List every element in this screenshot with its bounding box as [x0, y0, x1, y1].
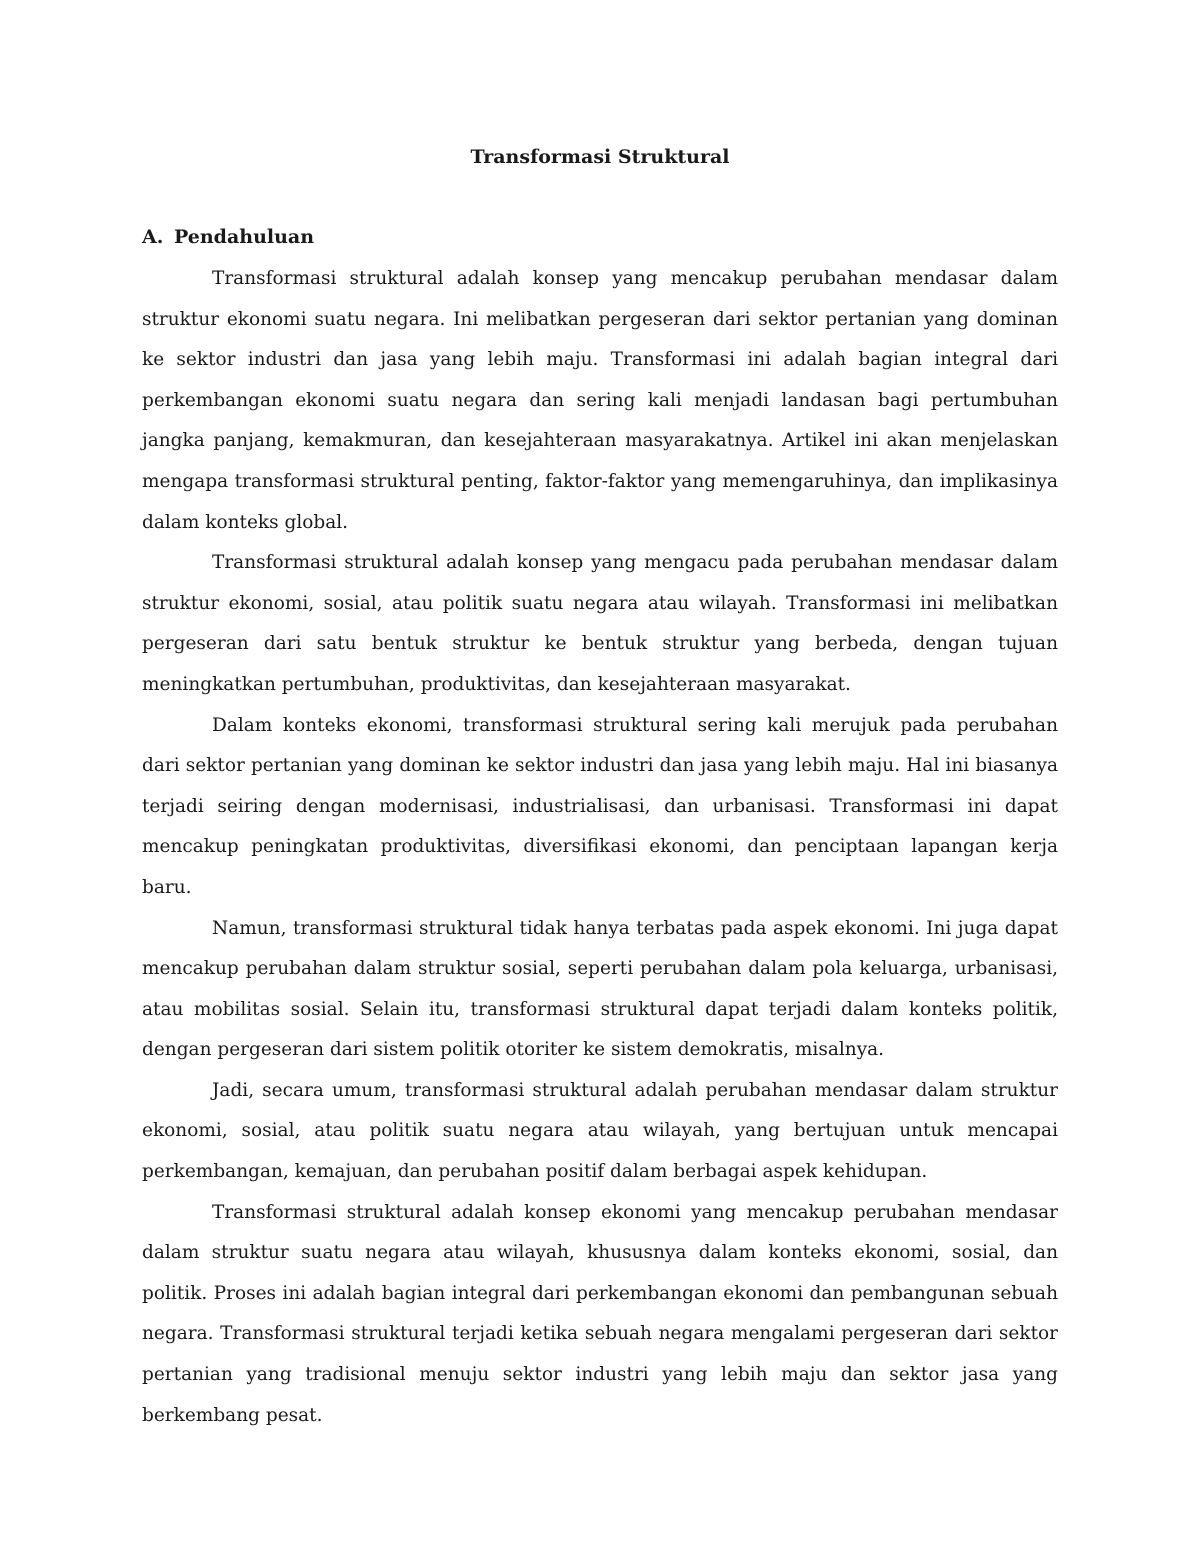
paragraph: Dalam konteks ekonomi, transformasi struktural sering kali merujuk pada perubahan dari sektor pertanian yang dominan ke sektor industri dan jasa yang lebih maju. Hal ini biasanya terjadi seiring dengan modernisasi, industrialisasi, dan urbanisasi. Transformasi ini dapat mencakup peningkatan produktivitas, diversifikasi ekonomi, dan penciptaan lapangan kerja baru. — [142, 714, 1058, 898]
section-heading — [142, 222, 314, 252]
paragraph: Transformasi struktural adalah konsep yang mengacu pada perubahan mendasar dalam struktur ekonomi, sosial, atau politik suatu negara atau wilayah. Transformasi ini melibatkan pergeseran dari satu bentuk struktur ke bentuk struktur yang berbeda, dengan tujuan meningkatkan pertumbuhan, produktivitas, dan kesejahteraan masyarakat. — [142, 552, 1058, 695]
section-marker: A. — [142, 226, 164, 248]
paragraph: Transformasi struktural adalah konsep yang mencakup perubahan mendasar dalam struktur ekonomi suatu negara. Ini melibatkan pergeseran dari sektor pertanian yang dominan ke sektor industri dan jasa yang lebih maju. Transformasi ini adalah bagian integral dari perkembangan ekonomi suatu negara dan sering kali menjadi landasan bagi pertumbuhan jangka panjang, kemakmuran, dan kesejahteraan masyarakatnya. Artikel ini akan menjelaskan mengapa transformasi struktural penting, faktor-faktor yang memengaruhinya, dan implikasinya dalam konteks global. — [142, 268, 1058, 533]
paragraph: Transformasi struktural adalah konsep ekonomi yang mencakup perubahan mendasar dalam struktur suatu negara atau wilayah, khususnya dalam konteks ekonomi, sosial, dan politik. Proses ini adalah bagian integral dari perkembangan ekonomi dan pembangunan sebuah negara. Transformasi struktural terjadi ketika sebuah negara mengalami pergeseran dari sektor pertanian yang tradisional menuju sektor industri yang lebih maju dan sektor jasa yang berkembang pesat. — [142, 1201, 1058, 1426]
document-title: Transformasi Struktural — [470, 146, 730, 168]
paragraph: Namun, transformasi struktural tidak hanya terbatas pada aspek ekonomi. Ini juga dapat mencakup perubahan dalam struktur sosial, seperti perubahan dalam pola keluarga, urbanisasi, atau mobilitas sosial. Selain itu, transformasi struktural dapat terjadi dalam konteks politik, dengan pergeseran dari sistem politik otoriter ke sistem demokratis, misalnya. — [142, 917, 1058, 1061]
paragraph: Jadi, secara umum, transformasi struktural adalah perubahan mendasar dalam struktur ekonomi, sosial, atau politik suatu negara atau wilayah, yang bertujuan untuk mencapai perkembangan, kemajuan, dan perubahan positif dalam berbagai aspek kehidupan. — [142, 1079, 1058, 1183]
section-heading-text: Pendahuluan — [174, 226, 315, 248]
body-text — [142, 259, 1058, 1436]
